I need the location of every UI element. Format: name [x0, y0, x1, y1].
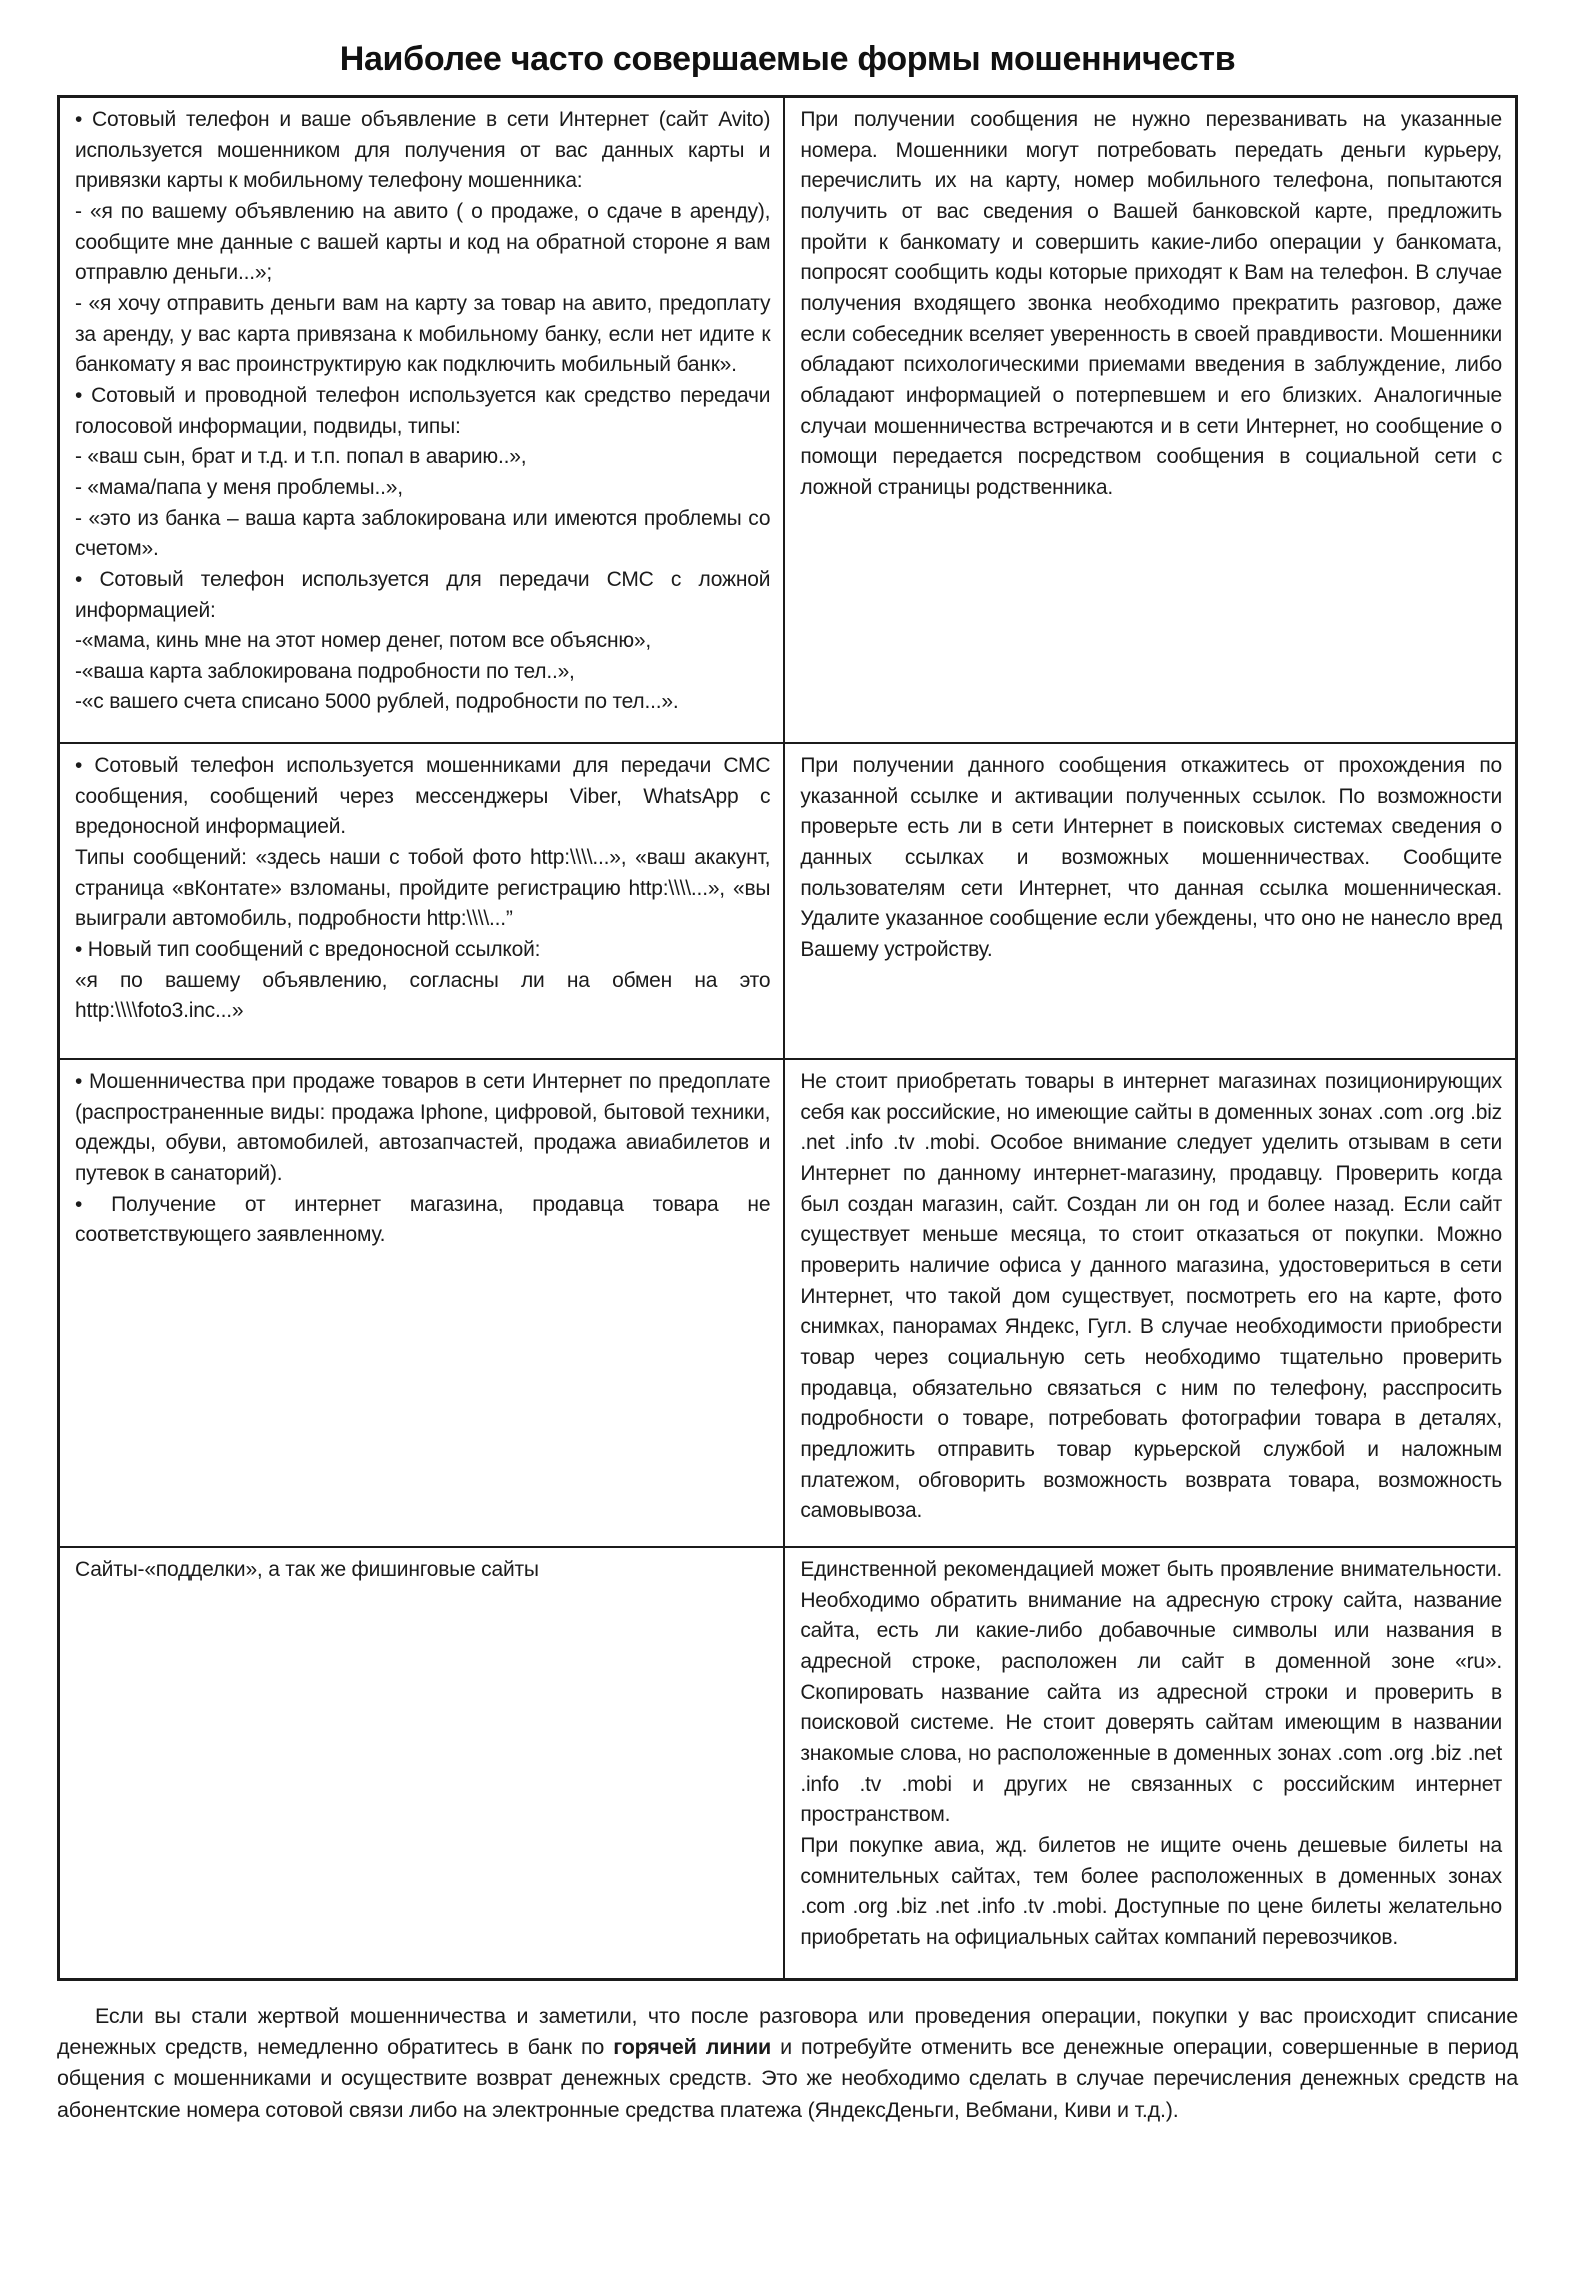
- table-row: [60, 98, 1515, 744]
- table-cell-recommendation: [785, 98, 1515, 742]
- paragraph: - «я хочу отправить деньги вам на карту за товар на авито, предоплату за аренду, у вас карта привязана к мобильному банку, если нет идите к банкомату я вас проинструктирую как подключить мобильный банк».: [75, 291, 771, 377]
- paragraph: «я по вашему объявлению, согласны ли на обмен на это http:\\\\foto3.inc...»: [75, 968, 771, 1023]
- paragraph: - «я по вашему объявлению на авито ( о продаже, о сдаче в аренду), сообщите мне данные с вашей карты и код на обратной стороне я вам отправлю деньги...»;: [75, 199, 771, 285]
- paragraph: - «ваш сын, брат и т.д. и т.п. попал в аварию..»,: [75, 445, 527, 469]
- paragraph: - «мама/папа у меня проблемы..»,: [75, 475, 403, 499]
- paragraph: Не стоит приобретать товары в интернет магазинах позиционирующих себя как российские, но имеющие сайты в доменных зонах .com .org .biz .net .info .tv .mobi. Особое внимание следует уделить отзывам в сети Интернет по данному интернет-магазину, продавцу. Проверить когда был создан магазин, сайт. Создан ли он год и более назад. Если сайт существует меньше месяца, то стоит отказаться от покупки. Можно проверить наличие офиса у данного магазина, удостовериться в сети Интернет, что такой дом существует, посмотреть его на карте, фото снимках, панорамах Яндекс, Гугл. В случае необходимости приобрести товар через социальную сеть необходимо тщательно проверить продавца, обязательно связаться с ним по телефону, расспросить подробности о товаре, потребовать фотографии товара в деталях, предложить отправить товар курьерской службой и наложным платежом, обговорить возможность возврата товара, возможность самовывоза.: [800, 1070, 1502, 1523]
- table-cell-fraud-description: [60, 1548, 785, 1978]
- table-row: [60, 1060, 1515, 1548]
- table-row: [60, 744, 1515, 1060]
- table-cell-recommendation: [785, 744, 1515, 1058]
- paragraph: Сайты-«подделки», а так же фишинговые сайты: [75, 1558, 539, 1581]
- paragraph: - «это из банка – ваша карта заблокирована или имеются проблемы со счетом».: [75, 506, 771, 561]
- footer-text-end: и потребуйте отменить все денежные операции, совершенные в период общения с мошенниками и осуществите возврат денежных средств. Это же необходимо сделать в случае перечисления денежных средств на абонентские номера сотовой связи либо на электронные средства платежа (ЯндексДеньги, Вебмани, Киви и т.д.).: [57, 2035, 1518, 2122]
- paragraph: • Сотовый телефон и ваше объявление в сети Интернет (сайт Avito) используется мошенником для получения от вас данных карты и привязки карты к мобильному телефону мошенника:: [75, 108, 771, 193]
- fraud-forms-table: [57, 95, 1518, 1981]
- table-row: [60, 1548, 1515, 1978]
- paragraph: • Мошенничества при продаже товаров в сети Интернет по предоплате (распространенные виды: продажа Iphone, цифровой, бытовой техники, одежды, обуви, автомобилей, автозапчастей, продажа авиабилетов и путевок в санаторий).: [75, 1070, 771, 1185]
- paragraph: • Новый тип сообщений с вредоносной ссылкой:: [75, 937, 541, 961]
- paragraph: Типы сообщений: «здесь наши с тобой фото http:\\\\...», «ваш акакунт, страница «вКонтате» взломаны, пройдите регистрацию http:\\\\...», «вы выиграли автомобиль, подробности http:\\\\...”: [75, 845, 771, 931]
- paragraph: При покупке авиа, жд. билетов не ищите очень дешевые билеты на сомнительных сайтах, тем более расположенных в доменных зонах .com .org .biz .net .info .tv .mobi. Доступные по цене билеты желательно приобретать на официальных сайтах компаний перевозчиков.: [800, 1833, 1502, 1949]
- paragraph: • Сотовый телефон используется мошенниками для передачи СМС сообщения, сообщений через мессенджеры Viber, WhatsApp с вредоносной информацией.: [75, 754, 771, 839]
- table-cell-fraud-description: [60, 744, 785, 1058]
- footer-text-hotline: горячей линии: [613, 2035, 772, 2060]
- paragraph: • Сотовый и проводной телефон используется как средство передачи голосовой информации, подвиды, типы:: [75, 383, 771, 438]
- paragraph: При получении сообщения не нужно перезванивать на указанные номера. Мошенники могут потребовать передать деньги курьеру, перечислить их на карту, номер мобильного телефона, попытаются получить от вас сведения о Вашей банковской карте, предложить пройти к банкомату и совершить какие-либо операции у банкомата, попросят сообщить коды которые приходят к Вам на телефон. В случае получения входящего звонка необходимо прекратить разговор, даже если собеседник вселяет уверенность в своей правдивости. Мошенники обладают психологическими приемами введения в заблуждение, либо обладают информацией о потерпевшем и его близких. Аналогичные случаи мошенничества встречаются и в сети Интернет, но сообщение о помощи передается посредством сообщения в социальной сети с ложной страницы родственника.: [800, 108, 1502, 499]
- paragraph: -«мама, кинь мне на этот номер денег, потом все объясню»,: [75, 629, 652, 653]
- paragraph: При получении данного сообщения откажитесь от прохождения по указанной ссылке и активации полученных ссылок. По возможности проверьте есть ли в сети Интернет в поисковых системах сведения о данных ссылках и возможных мошенничествах. Сообщите пользователям сети Интернет, что данная ссылка мошенническая. Удалите указанное сообщение если убеждены, что оно не нанесло вред Вашему устройству.: [800, 754, 1502, 961]
- table-cell-fraud-description: [60, 1060, 785, 1546]
- paragraph: Единственной рекомендацией может быть проявление внимательности. Необходимо обратить внимание на адресную строку сайта, название сайта, есть ли какие-либо добавочные символы или названия в адресной строке, расположен ли сайт в доменной зоне «ru». Скопировать название сайта из адресной строки и проверить в поисковой системе. Не стоит доверять сайтам имеющим в названии знакомые слова, но расположенные в доменных зонах .com .org .biz .net .info .tv .mobi и других не связанных с российским интернет пространством.: [800, 1558, 1502, 1827]
- table-cell-recommendation: [785, 1548, 1515, 1978]
- table-cell-recommendation: [785, 1060, 1515, 1546]
- footer-text-start: Если вы стали жертвой мошенничества и заметили, что после разговора или проведения операции, покупки у вас происходит списание денежных средств, немедленно обратитесь в банк по: [57, 2004, 1518, 2060]
- paragraph: • Сотовый телефон используется для передачи СМС с ложной информацией:: [75, 567, 771, 622]
- page-title: Наиболее часто совершаемые формы мошенничеств: [339, 40, 1236, 78]
- paragraph: -«ваша карта заблокирована подробности по тел..»,: [75, 659, 575, 683]
- footer-advice: [57, 2001, 1518, 2126]
- paragraph: • Получение от интернет магазина, продавца товара не соответствующего заявленному.: [75, 1192, 771, 1247]
- paragraph: -«с вашего счета списано 5000 рублей, подробности по тел...».: [75, 690, 679, 714]
- table-cell-fraud-description: [60, 98, 785, 742]
